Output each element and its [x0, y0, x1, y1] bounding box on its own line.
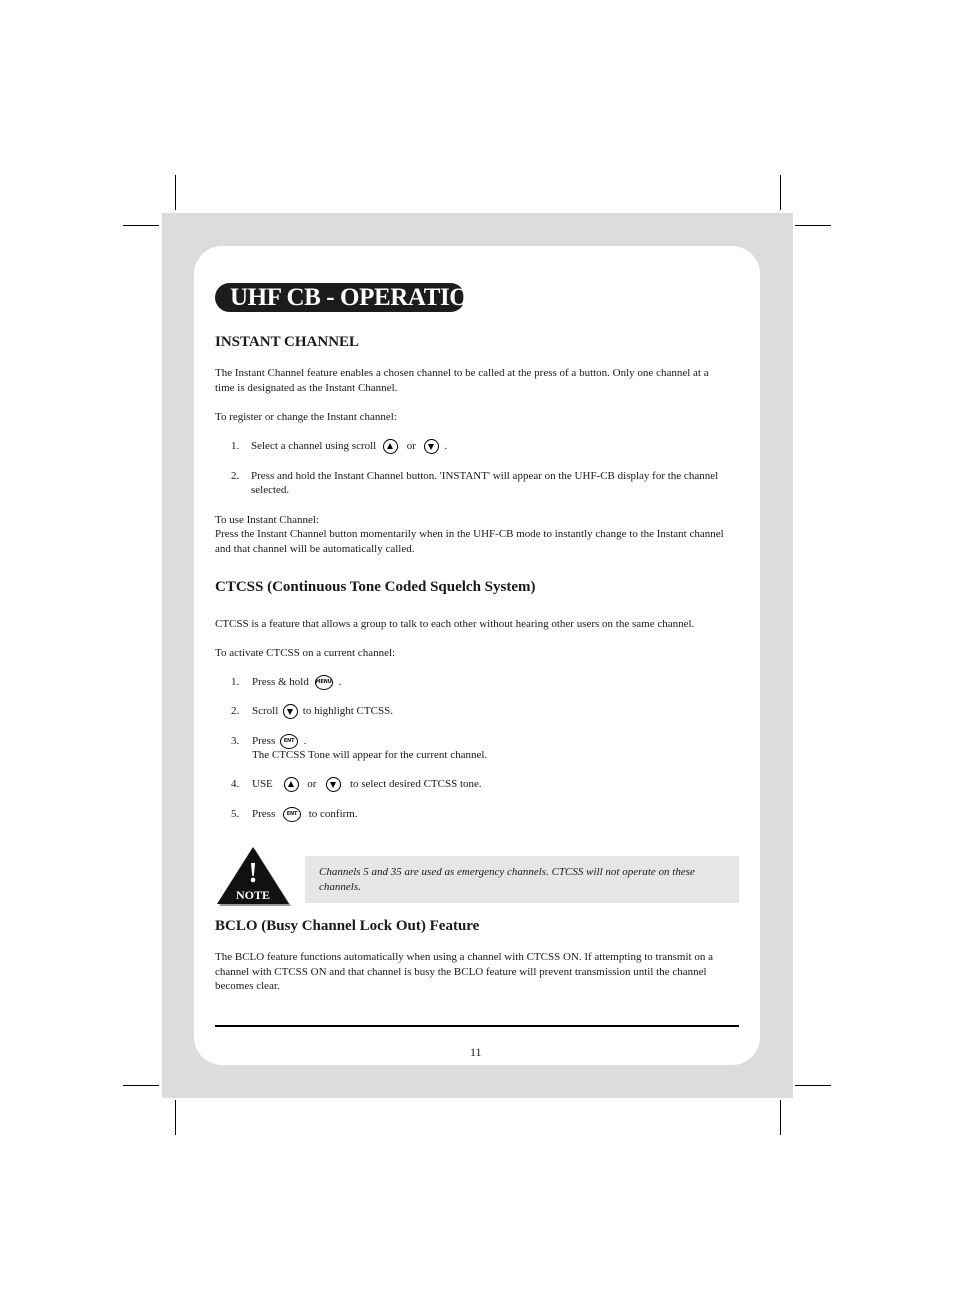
list-item [252, 675, 341, 690]
list-number: 3. [231, 735, 240, 747]
instant-channel-heading: INSTANT CHANNEL [215, 334, 360, 350]
warning-triangle-icon [215, 846, 293, 908]
note-line: Channels 5 and 35 are used as emergency channels. CTCSS will not operate on these [319, 866, 695, 878]
page-title: UHF CB - OPERATION [230, 284, 486, 311]
scroll-down-icon [283, 704, 298, 719]
paragraph: The BCLO feature functions automatically when using a channel with CTCSS ON. If attempting to transmit on a [215, 951, 713, 963]
crop-mark [175, 1100, 176, 1135]
list-text: Press & hold [252, 676, 309, 689]
paragraph: CTCSS is a feature that allows a group to talk to each other without hearing other users on the same channel. [215, 618, 695, 630]
scroll-up-icon [284, 777, 299, 792]
bclo-heading: BCLO (Busy Channel Lock Out) Feature [215, 918, 480, 934]
page-title-banner [215, 283, 486, 312]
enter-button-icon: ENT [280, 734, 298, 749]
list-text: selected. [251, 484, 290, 496]
list-number: 1. [231, 440, 240, 452]
list-text: The CTCSS Tone will appear for the current channel. [252, 749, 488, 761]
list-text: or [307, 778, 317, 791]
ctcss-heading: CTCSS (Continuous Tone Coded Squelch System) [215, 579, 536, 595]
menu-button-icon: MENU [315, 675, 333, 690]
list-number: 4. [231, 778, 240, 790]
list-text: . [444, 440, 448, 453]
paragraph: becomes clear. [215, 980, 280, 992]
list-text: . [338, 676, 342, 689]
note-badge: NOTE [235, 888, 271, 902]
footer-rule [215, 1025, 739, 1027]
warning-mark: ! [248, 858, 258, 889]
crop-mark [123, 1085, 159, 1086]
crop-mark [795, 1085, 831, 1086]
list-item [252, 807, 358, 822]
list-number: 2. [231, 705, 240, 717]
paragraph: To activate CTCSS on a current channel: [215, 647, 396, 659]
list-text: Press [252, 735, 276, 748]
crop-mark [175, 175, 176, 210]
list-text: Press [252, 808, 276, 821]
crop-mark [123, 225, 159, 226]
note-line: channels. [319, 881, 361, 893]
list-number: 1. [231, 676, 240, 688]
list-text: to select desired CTCSS tone. [349, 778, 482, 791]
paragraph: The Instant Channel feature enables a chosen channel to be called at the press of a button. Only one channel at a [215, 367, 709, 379]
list-text: to confirm. [308, 808, 358, 821]
enter-button-icon: ENT [283, 807, 301, 822]
list-item [252, 734, 306, 749]
list-text: Select a channel using scroll [251, 440, 377, 453]
list-text: Scroll [252, 705, 279, 718]
list-item [251, 439, 447, 454]
list-text: . [303, 735, 307, 748]
list-text: Press and hold the Instant Channel button. 'INSTANT' will appear on the UHF-CB display for the channel [251, 470, 719, 482]
paragraph: Press the Instant Channel button momentarily when in the UHF-CB mode to instantly change to the Instant channel [215, 528, 724, 540]
list-item [252, 704, 393, 719]
list-item [252, 777, 482, 792]
scroll-up-icon [383, 439, 398, 454]
paragraph: time is designated as the Instant Channel. [215, 382, 398, 394]
list-number: 5. [231, 808, 240, 820]
crop-mark [795, 225, 831, 226]
list-text: to highlight CTCSS. [302, 705, 393, 718]
note-text [319, 865, 729, 895]
crop-mark [780, 1100, 781, 1135]
list-text: or [406, 440, 416, 453]
paragraph: To use Instant Channel: [215, 514, 320, 526]
page-number: 11 [470, 1045, 482, 1059]
scroll-down-icon [424, 439, 439, 454]
list-number: 2. [231, 470, 240, 482]
scroll-down-icon [326, 777, 341, 792]
crop-mark [780, 175, 781, 210]
paragraph: channel with CTCSS ON and that channel is busy the BCLO feature will prevent transmission until the channel [215, 966, 707, 978]
paragraph: and that channel will be automatically called. [215, 543, 415, 555]
paragraph: To register or change the Instant channel: [215, 411, 397, 423]
list-text: USE [252, 778, 273, 791]
